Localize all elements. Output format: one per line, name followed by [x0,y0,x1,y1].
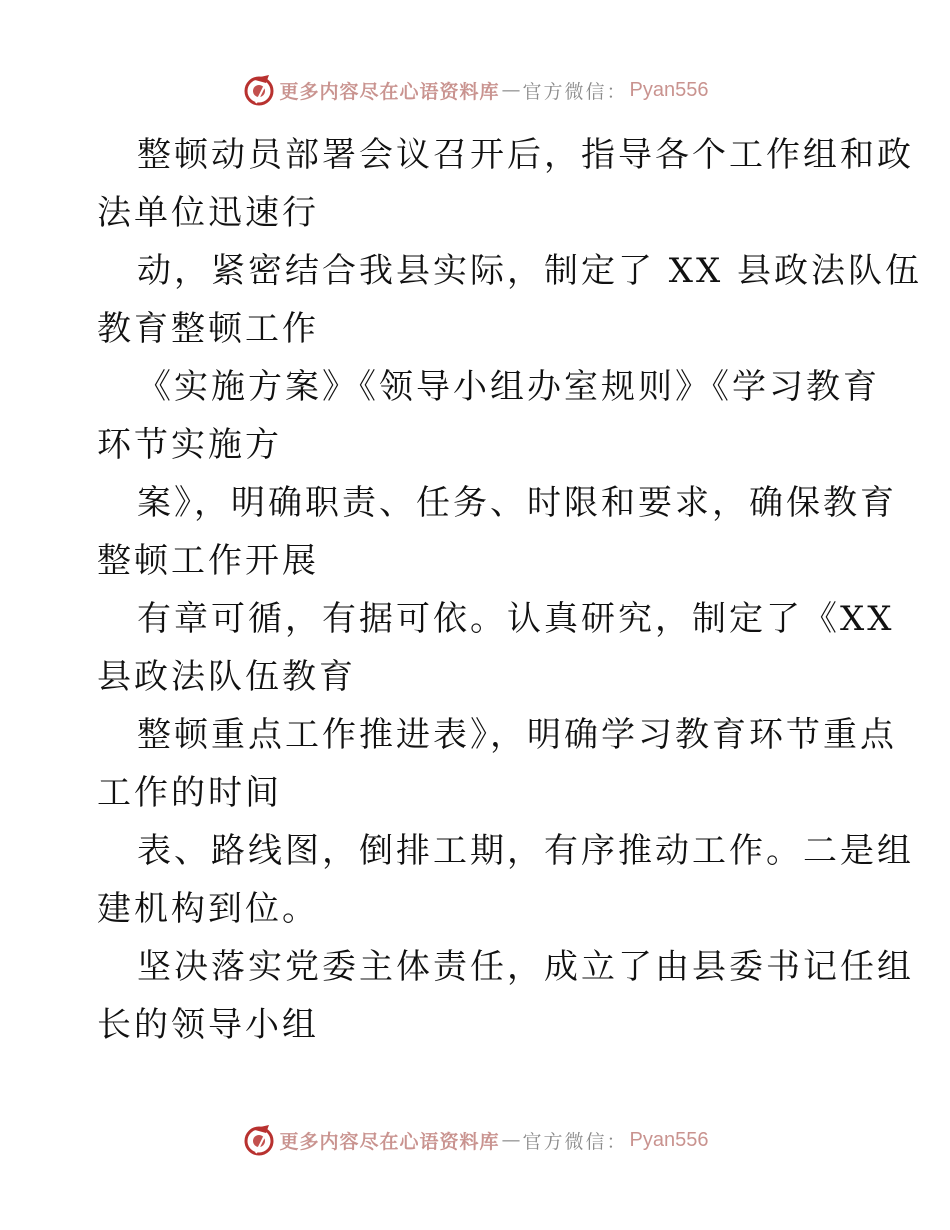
paragraph-line: 长的领导小组 [97,1005,319,1045]
footer-wechat-id: Pyan556 [629,1128,709,1151]
paragraph-line: 整顿工作开展 [97,541,319,581]
paragraph-line: 法单位迅速行 [97,193,319,233]
header-banner [0,70,950,110]
paragraph-line: 工作的时间 [97,773,282,813]
paragraph [97,822,914,938]
footer-banner [0,1120,950,1160]
brand-logo-icon [242,1123,276,1157]
paragraph-line: 案》，明确职责、任务、时限和要求，确保教育 [137,483,897,523]
paragraph-line: 整顿动员部署会议召开后，指导各个工作组和政 [137,135,914,175]
paragraph [97,706,897,822]
footer-brand-text: 更多内容尽在心语资料库 [279,1130,500,1153]
paragraph-line: 环节实施方 [97,425,282,465]
paragraph-line: 整顿重点工作推进表》，明确学习教育环节重点 [137,715,897,755]
paragraph [97,474,897,590]
footer-dash: — [501,1129,521,1151]
paragraph-line: 表、路线图，倒排工期，有序推动工作。二是组 [137,831,914,871]
paragraph-line: 《实施方案》《领导小组办室规则》《学习教育 [137,367,880,407]
paragraph-line: 坚决落实党委主体责任，成立了由县委书记任组 [137,947,914,987]
paragraph-line: 动，紧密结合我县实际，制定了 XX 县政法队伍 [137,251,923,291]
document-body [97,126,923,1054]
header-brand-text: 更多内容尽在心语资料库 [279,80,500,103]
header-official-label: 官方微信： [522,80,628,103]
paragraph-line: 有章可循，有据可依。认真研究，制定了《XX [137,599,895,639]
paragraph-line: 教育整顿工作 [97,309,319,349]
paragraph [97,126,914,242]
paragraph [97,938,914,1054]
paragraph [97,358,880,474]
paragraph [97,590,895,706]
header-dash: — [501,79,521,101]
header-wechat-id: Pyan556 [629,78,709,101]
paragraph-line: 建机构到位。 [97,889,319,929]
paragraph-line: 县政法队伍教育 [97,657,356,697]
paragraph [97,242,923,358]
footer-official-label: 官方微信： [522,1130,628,1153]
brand-logo-icon [242,73,276,107]
